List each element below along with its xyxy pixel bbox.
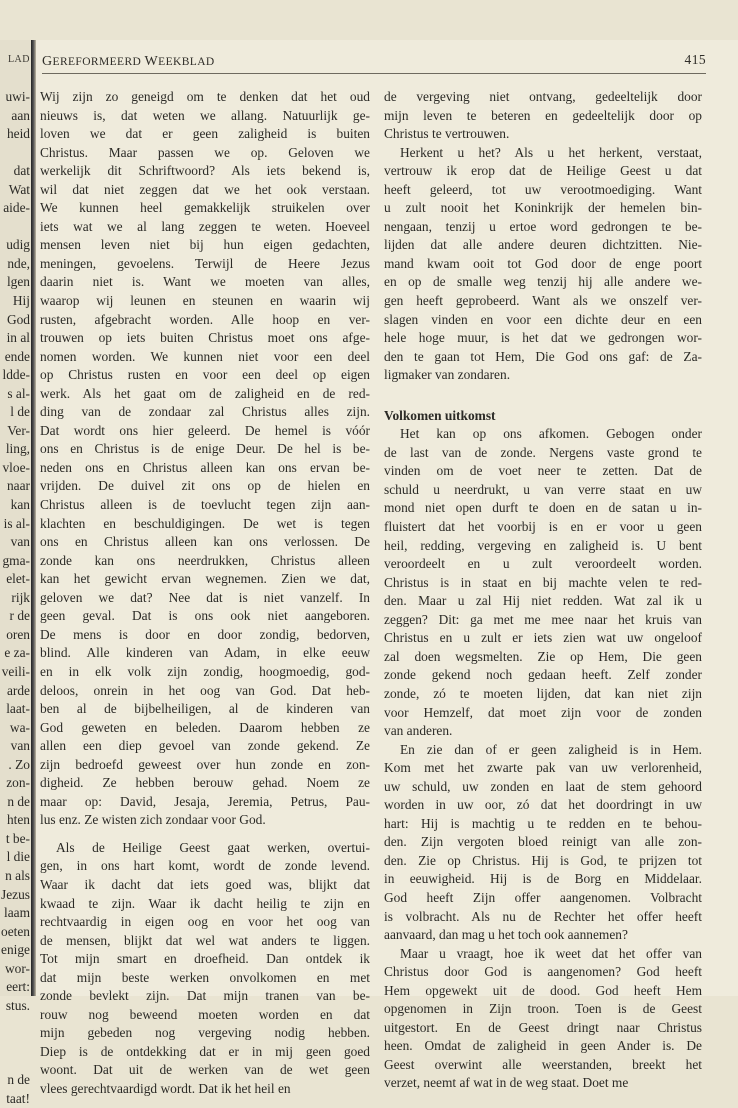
text-line: Christus en u zult er iets zien wat uw ongeloof: [384, 630, 702, 646]
text-line: iets wat we al lang zeggen te weten. Hoeveel: [40, 218, 370, 234]
text-line: nomen worden. We kunnen niet voor een deel: [40, 348, 370, 364]
previous-page-line-fragment: naar: [6, 478, 30, 494]
text-line: woont. Dat uit de werken van de wet geen: [40, 1062, 370, 1078]
text-line: Dat wordt ons hier geleerd. De hemel is vóór: [40, 422, 370, 438]
text-line: hele hoge muur, is het dat we gedrongen wor-: [384, 330, 702, 346]
text-line: is volbracht. Als nu de Rechter het offer heeft: [384, 908, 702, 924]
text-line: den. Zijn vergoten bloed reinigt van alle zon-: [384, 834, 702, 850]
text-line: worden in uw oor, zó dat het doordringt in uw: [384, 797, 702, 813]
previous-page-line-fragment: uwi-: [5, 89, 30, 104]
text-line: wil dat niet zeggen dat we het ook verstaan.: [40, 181, 370, 197]
previous-page-line-fragment: Ver-: [7, 422, 30, 438]
paragraph: [40, 839, 370, 1099]
previous-page-line-fragment: [1, 1034, 30, 1053]
previous-page-line-fragment: ldde-: [2, 367, 30, 383]
text-line: den. Maar u zal Hij niet redden. Wat zal ik u: [384, 593, 702, 609]
previous-page-line-fragment: dat: [13, 163, 30, 179]
text-line: vlees gerechtvaardigd wordt. Dat ik het heil en: [40, 1080, 291, 1096]
text-line: voor Hemzelf, dat moet zijn voor de zonden: [384, 704, 702, 720]
paragraph: [40, 88, 370, 830]
text-line: Diep is de ontdekking dat er in mij geen goed: [40, 1043, 370, 1059]
text-line: schuld u neerdrukt, u van verre staat en uw: [384, 481, 702, 497]
previous-page-line-fragment: hten: [6, 812, 30, 828]
text-line: gen heeft geprobeerd. Want als we onszelf ver-: [384, 293, 702, 309]
previous-page-line-fragment: God: [6, 311, 30, 327]
previous-page-line-fragment: taat!: [6, 1090, 30, 1106]
previous-page-line-fragment: stus.: [5, 997, 30, 1013]
text-line: waarop wij leunen en steunen en waarin wij: [40, 293, 370, 309]
previous-page-line-fragment: [1, 1052, 30, 1071]
previous-page-line-fragment: r de: [9, 608, 30, 624]
previous-page-line-fragment: ende: [4, 348, 30, 364]
previous-page-edge: [0, 40, 32, 1106]
previous-page-line-fragment: Hij: [12, 293, 30, 309]
text-line: Als de Heilige Geest gaat werken, overtui-: [56, 839, 370, 855]
text-line: Hem opgewekt uit de dood. God heeft Hem: [384, 982, 702, 998]
text-line: zonde bevlekt zijn. Dat mijn tranen van be-: [40, 988, 370, 1004]
text-line: opgenomen in Zijn troon. Toen is de Geest: [384, 1001, 702, 1017]
text-line: Het kan op ons afkomen. Gebogen onder: [400, 426, 702, 442]
previous-page-line-fragment: oeten: [1, 923, 30, 939]
text-line: digheid. Ze hebben berouw gehad. Noem ze: [40, 775, 370, 791]
previous-page-line-fragment: kan: [10, 497, 30, 513]
text-line: geen geval. Dat is ons ook niet aangeboren.: [40, 608, 370, 624]
text-line: allen een diep gevoel van zonde gekend. Ze: [40, 738, 370, 754]
previous-page-line-fragment: ling,: [5, 441, 30, 457]
paragraph: [384, 144, 702, 385]
previous-page-running-head: LAD: [7, 54, 30, 65]
text-line: Waar ik dacht dat iets goed was, blijkt dat: [40, 876, 370, 892]
right-column: [384, 88, 702, 1093]
text-line: Christus alleen is de toevlucht tegen zijn aan-: [40, 497, 370, 513]
previous-page-line-fragment: [1, 1015, 30, 1034]
previous-page-line-fragment: rijk: [11, 589, 30, 605]
text-line: vinden om de voet neer te zetten. Dat de: [384, 463, 702, 479]
text-line: neden ons en Christus alleen kan ons ervan be-: [40, 459, 370, 475]
text-line: Kom met het zwarte pak van uw verlorenheid,: [384, 760, 702, 776]
previous-page-line-fragment: van: [10, 534, 30, 550]
text-line: Tot mijn smart en droefheid. Dan ontdek ik: [40, 951, 370, 967]
paragraph: [384, 945, 702, 1093]
previous-page-line-fragment: nde,: [7, 255, 30, 271]
previous-page-line-fragment: l de: [10, 404, 30, 420]
text-line: mensen leven niet bij hun eigen gedachten,: [40, 237, 370, 253]
text-line: de mensen, blijkt dat wel wat anders te liggen.: [40, 932, 370, 948]
previous-page-line-fragment: lgen: [6, 274, 30, 290]
text-line: Geest overwint alle weerstanden, breekt het: [384, 1056, 702, 1072]
text-line: de vergeving niet ontvang, gedeeltelijk door: [384, 89, 702, 104]
text-line: zal doen wegsmelten. Zie op Hem, Die geen: [384, 648, 702, 664]
text-line: blind. Alle kinderen van Adam, in elke eeuw: [40, 645, 370, 661]
previous-page-line-fragment: in al: [6, 330, 30, 346]
previous-page-line-fragment: enige: [1, 942, 30, 958]
previous-page-line-fragment: gma-: [2, 552, 30, 568]
previous-page-line-fragment: eert:: [6, 979, 30, 995]
text-line: gen, in ons hart komt, wordt de zonde levend.: [40, 858, 370, 874]
text-line: daarin niet is. Want we moeten van alles,: [40, 274, 370, 290]
previous-page-line-fragment: udig: [6, 237, 30, 253]
text-line: ding van de zondaar zal Christus alles zijn.: [40, 404, 370, 420]
text-line: nengaan, tenzij u ertoe word gedrongen te be-: [384, 218, 702, 234]
text-line: geloven we dat? Nee dat is niet vanzelf. In: [40, 589, 370, 605]
previous-page-line-fragment: wor-: [4, 960, 30, 976]
text-line: zonde, zó te moeten lijden, dat kan niet zijn: [384, 685, 702, 701]
previous-page-line-fragment: Wat: [8, 181, 30, 197]
previous-page-line-fragment: aan: [11, 107, 30, 123]
header-rule: [42, 73, 706, 74]
page-number: 415: [684, 52, 706, 67]
text-line: loven we dat er geen zaligheid is buiten: [40, 126, 370, 142]
section-gap: [384, 385, 702, 407]
text-line: zonde kan ons neerdrukken, Christus alleen: [40, 552, 370, 568]
text-line: op Christus rusten en voor een deel op eigen: [40, 367, 370, 383]
text-line: de last van de zonde. Nergens vaste grond te: [384, 444, 702, 460]
text-line: Christus door God is aangenomen? God heeft: [384, 964, 702, 980]
previous-page-line-fragment: veili-: [1, 663, 30, 679]
text-line: den. Zie op Christus. Hij is God, te prijzen tot: [384, 852, 702, 868]
text-line: nieuws is, dat weten we allang. Natuurlijk ge-: [40, 107, 370, 123]
text-line: mand kwam ooit tot God door de enge poort: [384, 255, 702, 271]
text-line: Christus te vertrouwen.: [384, 126, 510, 142]
text-line: Maar u vraagt, hoe ik weet dat het offer van: [400, 945, 702, 961]
text-line: trouwen op iets buiten Christus moet ons afge-: [40, 330, 370, 346]
text-line: veroordeelt en u zult veroordeelt worden.: [384, 556, 702, 572]
text-line: lijden dat alle andere deuren dichtzitten. Nie-: [384, 237, 702, 253]
previous-page-line-fragment: van: [10, 738, 30, 754]
text-line: uitgestort. En de Geest dringt naar Christus: [384, 1019, 702, 1035]
text-line: mond niet open durft te doen en de satan u in-: [384, 500, 702, 516]
previous-page-line-fragment: laam: [3, 905, 30, 921]
text-line: en in elk volk zijn zondig, hoogmoedig, god-: [40, 663, 370, 679]
text-line: heeft geleerd, tot uw verootmoediging. Want: [384, 181, 702, 197]
text-line: rechtvaardig in eigen oog en voor het oog van: [40, 914, 370, 930]
previous-page-line-fragment: . Zo: [8, 756, 30, 772]
text-line: werk. Als het gaat om de zaligheid en de red-: [40, 385, 370, 401]
text-line: mijn gebeden nog vergeving nodig hebben.: [40, 1025, 370, 1041]
text-line: ons en Christus alleen kan ons verlossen. De: [40, 534, 370, 550]
previous-page-text: [1, 88, 30, 1108]
previous-page-line-fragment: t be-: [5, 830, 30, 846]
paragraph-gap: [40, 830, 370, 839]
text-line: We kunnen heel gemakkelijk struikelen over: [40, 200, 370, 216]
text-line: meningen, gevoelens. Terwijl de Heere Jezus: [40, 255, 370, 271]
previous-page-line-fragment: Jezus: [0, 886, 30, 902]
previous-page-line-fragment: l die: [6, 849, 30, 865]
previous-page-line-fragment: [1, 144, 30, 163]
previous-page-line-fragment: heid: [6, 126, 30, 142]
text-line: dat mijn beste werken onvolkomen en met: [40, 969, 370, 985]
text-line: Wij zijn zo geneigd om te denken dat het oud: [40, 89, 370, 104]
text-line: De mens is door en door zondig, bedorven,: [40, 626, 370, 642]
previous-page-line-fragment: elet-: [6, 571, 30, 587]
paragraph: [384, 425, 702, 740]
text-line: zijn bedroefd geweest over hun zonde en zon-: [40, 756, 370, 772]
text-line: vrijden. De duivel zit ons op de hielen en: [40, 478, 370, 494]
text-line: in eeuwigheid. Hij is de Borg en Middelaar.: [384, 871, 702, 887]
previous-page-line-fragment: n de: [7, 793, 30, 809]
text-line: aanvaard, dan mag u het toch ook aannemen?: [384, 927, 628, 943]
previous-page-line-fragment: s al-: [7, 385, 30, 401]
section-heading: Volkomen uitkomst: [384, 407, 496, 423]
text-line: kan het gewicht ervan wegnemen. Zien we dat,: [40, 571, 370, 587]
text-line: vertrouw ik erop dat de Heilige Geest u dat: [384, 163, 702, 179]
text-line: maar op: David, Jesaja, Jeremia, Petrus, Pau-: [40, 793, 370, 809]
text-line: rusten, afgebracht worden. Alle hoop en ver-: [40, 311, 370, 327]
text-line: ligmaker van zondaren.: [384, 367, 511, 383]
text-line: lus enz. Ze wisten zich zondaar voor God.: [40, 812, 266, 828]
text-line: zonde gekend noch gedaan heeft. Zelf zonder: [384, 667, 702, 683]
text-line: mijn leven te beteren en gedeeltelijk door op: [384, 107, 702, 123]
text-line: rouw nog beweend moeten worden en dat: [40, 1006, 370, 1022]
text-line: heen. Omdat de zaligheid in geen Ander is. De: [384, 1038, 702, 1054]
previous-page-line-fragment: zon-: [6, 775, 30, 791]
text-line: en op de smalle weg tenzij hij alle andere we-: [384, 274, 702, 290]
previous-page-line-fragment: aide-: [3, 200, 30, 216]
text-line: Christus is in staat en bij machte velen te red-: [384, 574, 702, 590]
magazine-page: [36, 40, 738, 1096]
previous-page-line-fragment: [1, 218, 30, 237]
left-column: [40, 88, 370, 1099]
text-line: slagen vinden en voor een dichte deur en een: [384, 311, 702, 327]
text-line: uw schuld, uw zonden en laat de stem gehoord: [384, 778, 702, 794]
previous-page-line-fragment: n de: [7, 1071, 30, 1087]
previous-page-line-fragment: n als: [5, 867, 30, 883]
text-line: ben al de bijbelheiligen, al de kinderen van: [40, 701, 370, 717]
previous-page-line-fragment: wa-: [9, 719, 30, 735]
text-line: klachten en beschuldigingen. De wet is tegen: [40, 515, 370, 531]
text-line: ons en Christus is de enige Deur. De hel is be-: [40, 441, 370, 457]
text-line: En zie dan of er geen zaligheid is in Hem.: [400, 741, 702, 757]
text-line: hart: Hij is machtig u te redden en te behou-: [384, 815, 702, 831]
text-line: Herkent u het? Als u het herkent, verstaat,: [400, 144, 702, 160]
text-line: van anderen.: [384, 723, 453, 739]
previous-page-line-fragment: vloe-: [2, 459, 30, 475]
paragraph: [384, 88, 702, 144]
text-line: Christus. Maar passen we op. Geloven we: [40, 144, 370, 160]
text-line: u zult nooit het Koninkrijk der hemelen bin-: [384, 200, 702, 216]
text-line: fluistert dat het voorbij is en er voor u geen: [384, 519, 702, 535]
previous-page-line-fragment: oren: [6, 626, 30, 642]
text-line: God heeft Zijn offer aangenomen. Volbracht: [384, 889, 702, 905]
paragraph: [384, 741, 702, 945]
previous-page-line-fragment: e za-: [4, 645, 30, 661]
text-line: den te gaan tot Hem, Die God ons gaf: de Za-: [384, 348, 702, 364]
text-line: kwaad te zijn. Waar ik dacht heilig te zijn en: [40, 895, 370, 911]
previous-page-line-fragment: is al-: [3, 515, 30, 531]
text-line: deloos, onrein in het oog van God. Dat heb-: [40, 682, 370, 698]
text-line: zeggen? Dit: ga met me mee naar het kruis van: [384, 611, 702, 627]
text-line: verzet, neemt af wat in de weg staat. Doet me: [384, 1075, 629, 1091]
publication-title: GEREFORMEERD WEEKBLAD: [42, 54, 215, 69]
text-line: God geweten en beleden. Daarom hebben ze: [40, 719, 370, 735]
text-line: werkelijk dit Schriftwoord? Als iets bekend is,: [40, 163, 370, 179]
previous-page-line-fragment: laat-: [6, 701, 30, 717]
previous-page-line-fragment: arde: [6, 682, 30, 698]
text-line: heil, redding, vergeving en zaligheid is. U bent: [384, 537, 702, 553]
